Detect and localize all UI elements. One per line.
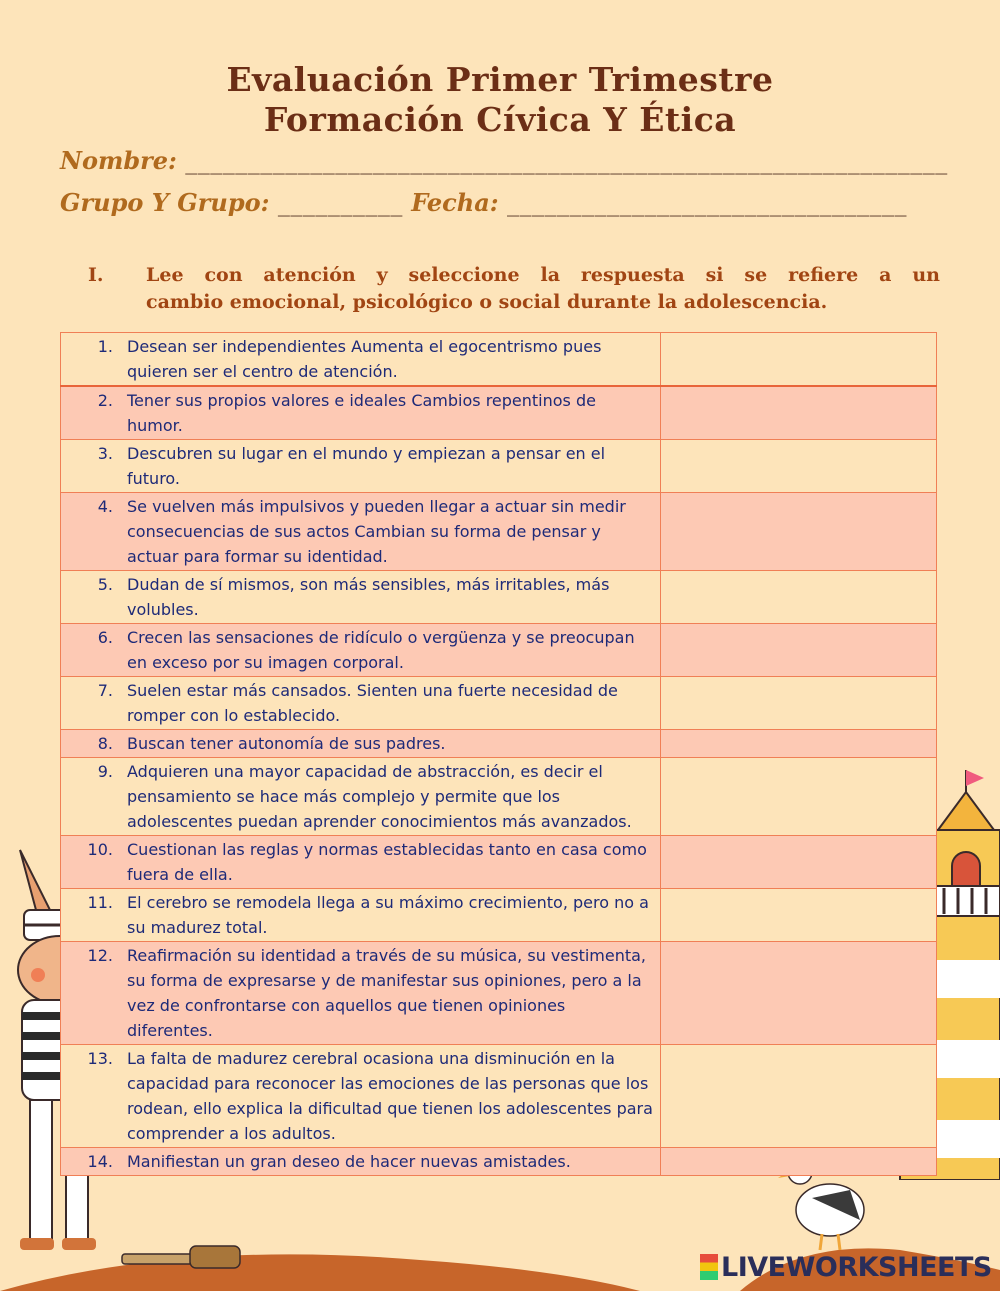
question-text: Manifiestan un gran deseo de hacer nuevas amistades. [127, 1152, 571, 1171]
question-number: 12. [87, 946, 113, 965]
instruction-line-1: Lee con atención y seleccione la respuesta si se refiere a un [146, 264, 940, 286]
question-number: 8. [97, 734, 113, 753]
question-number: 6. [97, 628, 113, 647]
instruction-number: I. [88, 264, 104, 286]
question-row [61, 730, 937, 758]
question-row [61, 677, 937, 730]
question-number: 9. [97, 762, 113, 781]
question-text: Crecen las sensaciones de ridículo o vergüenza y se preocupan en exceso por su imagen corporal. [127, 628, 635, 672]
question-text: La falta de madurez cerebral ocasiona una disminución en la capacidad para reconocer las emociones de las personas que los rodean, ello explica la dificultad que tienen los adolescentes para comprender a los adultos. [127, 1049, 653, 1143]
question-text: Dudan de sí mismos, son más sensibles, más irritables, más volubles. [127, 575, 610, 619]
question-cell [61, 836, 661, 889]
instruction [88, 262, 940, 316]
question-row [61, 1045, 937, 1148]
question-cell [61, 571, 661, 624]
liveworksheets-text: LIVEWORKSHEETS [721, 1252, 992, 1283]
question-cell [61, 677, 661, 730]
name-blank[interactable]: _____________________________________________________________ [185, 147, 948, 175]
question-row [61, 386, 937, 440]
question-cell [61, 386, 661, 440]
question-number: 13. [87, 1049, 113, 1068]
question-number: 1. [97, 337, 113, 356]
question-number: 2. [97, 391, 113, 410]
question-row [61, 333, 937, 387]
question-text: El cerebro se remodela llega a su máximo crecimiento, pero no a su madurez total. [127, 893, 649, 937]
question-text: Descubren su lugar en el mundo y empiezan a pensar en el futuro. [127, 444, 606, 488]
answer-cell[interactable] [661, 730, 937, 758]
answer-cell[interactable] [661, 624, 937, 677]
question-row [61, 571, 937, 624]
question-cell [61, 624, 661, 677]
answer-cell[interactable] [661, 836, 937, 889]
answer-cell[interactable] [661, 333, 937, 387]
date-label: Fecha: [411, 188, 499, 217]
question-cell [61, 889, 661, 942]
question-text: Cuestionan las reglas y normas establecidas tanto en casa como fuera de ella. [127, 840, 647, 884]
group-date-field [60, 188, 907, 217]
question-cell [61, 730, 661, 758]
question-text: Reafirmación su identidad a través de su música, su vestimenta, su forma de expresarse y de manifestar sus opiniones, pero a la vez de confrontarse con aquellos que tienen opiniones diferentes. [127, 946, 647, 1040]
group-label: Grupo Y Grupo: [60, 188, 270, 217]
answer-cell[interactable] [661, 889, 937, 942]
question-number: 7. [97, 681, 113, 700]
question-row [61, 440, 937, 493]
question-row [61, 758, 937, 836]
answer-cell[interactable] [661, 571, 937, 624]
answer-cell[interactable] [661, 1148, 937, 1176]
question-cell [61, 333, 661, 387]
title-line-1: Evaluación Primer Trimestre [226, 60, 774, 99]
question-row [61, 942, 937, 1045]
question-text: Se vuelven más impulsivos y pueden llegar a actuar sin medir consecuencias de sus actos Cambian su forma de pensar y actuar para formar su identidad. [127, 497, 626, 566]
name-label: Nombre: [60, 146, 177, 175]
question-number: 4. [97, 497, 113, 516]
answer-cell[interactable] [661, 942, 937, 1045]
answer-cell[interactable] [661, 677, 937, 730]
question-row [61, 624, 937, 677]
answer-cell[interactable] [661, 493, 937, 571]
question-text: Adquieren una mayor capacidad de abstracción, es decir el pensamiento se hace más complejo y permite que los adolescentes puedan aprender conocimientos más avanzados. [127, 762, 632, 831]
group-blank[interactable]: __________ [277, 189, 403, 217]
question-row [61, 836, 937, 889]
questions-table [60, 332, 937, 1176]
question-number: 11. [87, 893, 113, 912]
question-text: Buscan tener autonomía de sus padres. [127, 734, 446, 753]
instruction-line-2: cambio emocional, psicológico o social durante la adolescencia. [146, 291, 828, 313]
answer-cell[interactable] [661, 386, 937, 440]
question-cell [61, 440, 661, 493]
title-line-2: Formación Cívica Y Ética [263, 100, 737, 139]
liveworksheets-logo [700, 1252, 992, 1283]
answer-cell[interactable] [661, 440, 937, 493]
question-text: Tener sus propios valores e ideales Cambios repentinos de humor. [127, 391, 596, 435]
question-number: 5. [97, 575, 113, 594]
question-cell [61, 942, 661, 1045]
liveworksheets-cube-icon [700, 1254, 718, 1280]
question-text: Desean ser independientes Aumenta el egocentrismo pues quieren ser el centro de atención. [127, 337, 602, 381]
question-cell [61, 1045, 661, 1148]
question-row [61, 1148, 937, 1176]
question-text: Suelen estar más cansados. Sienten una fuerte necesidad de romper con lo establecido. [127, 681, 618, 725]
question-row [61, 493, 937, 571]
date-blank[interactable]: ________________________________ [507, 189, 908, 217]
answer-cell[interactable] [661, 1045, 937, 1148]
question-cell [61, 493, 661, 571]
question-cell [61, 1148, 661, 1176]
answer-cell[interactable] [661, 758, 937, 836]
question-row [61, 889, 937, 942]
question-cell [61, 758, 661, 836]
name-field [60, 146, 948, 175]
question-number: 3. [97, 444, 113, 463]
question-number: 14. [87, 1152, 113, 1171]
question-number: 10. [87, 840, 113, 859]
